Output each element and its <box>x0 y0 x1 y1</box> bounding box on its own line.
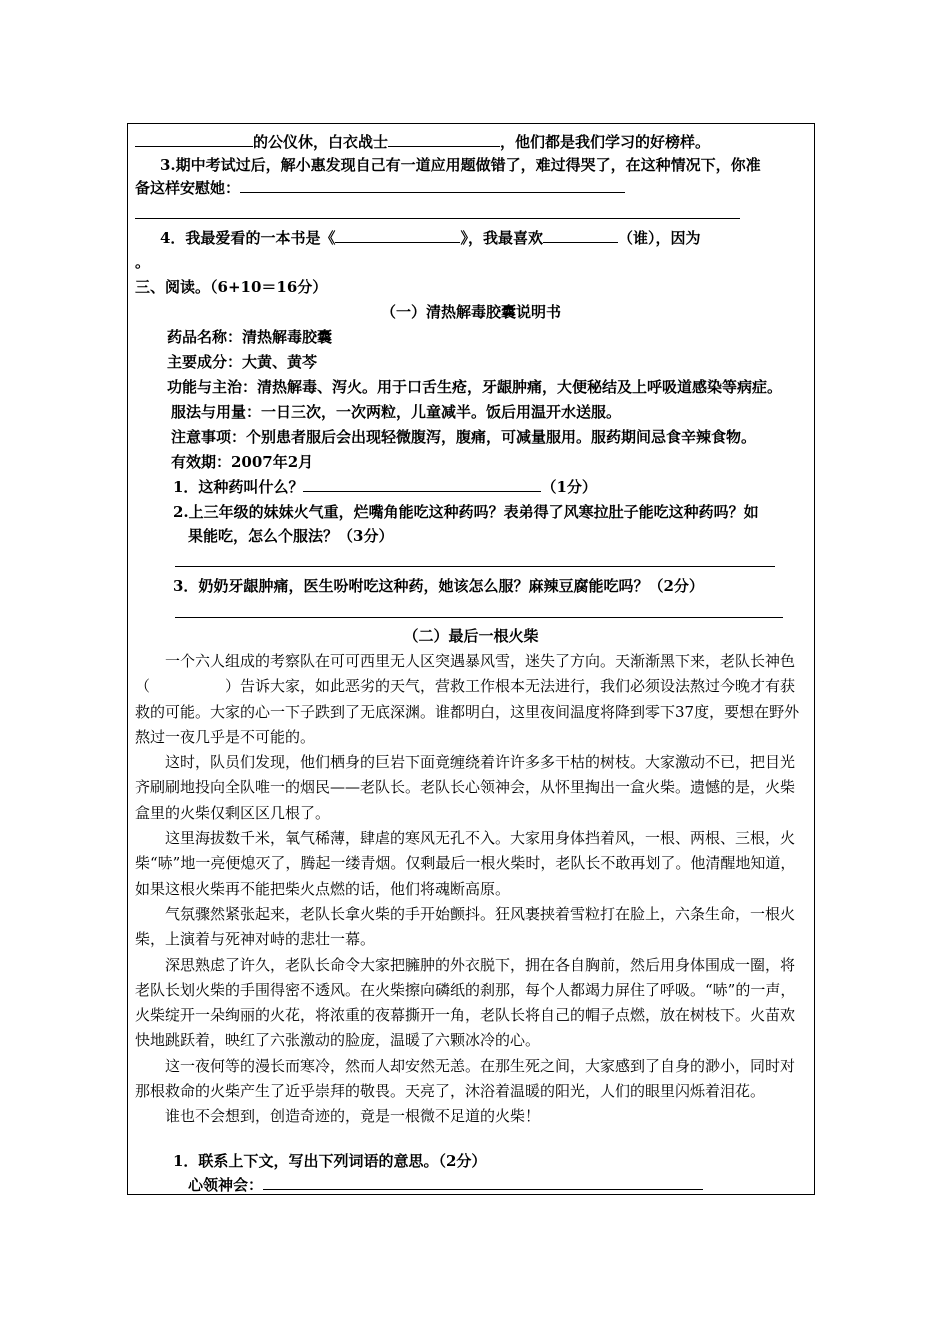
paragraph: 这里海拔数千米，氧气稀薄，肆虐的寒风无孔不入。大家用身体挡着风，一根、两根、三根，火柴“哧”地一亮便熄灭了，腾起一缕青烟。仅剩最后一根火柴时，老队长不敢再划了。他清醒地知道，如果这根火柴再不能把柴火点燃的话，他们将魂断高原。 <box>135 829 796 898</box>
passage2-body <box>135 649 809 1130</box>
paragraph: 谁也不会想到，创造奇迹的，竟是一根微不足道的火柴！ <box>165 1107 541 1126</box>
paragraph: 一个六人组成的考察队在可可西里无人区突遇暴风雪，迷失了方向。天渐渐黑下来，老队长神色（ ）告诉大家，如此恶劣的天气，营救工作根本无法进行，我们必须设法熬过今晚才有获救的可能。大家的心一下子跌到了无底深渊。谁都明白，这里夜间温度将降到零下37度，要想在野外熬过一夜几乎是不可能的。 <box>135 652 800 746</box>
q2-line: 的公仪休，白衣战士 ，他们都是我们学习的好榜样。 <box>135 132 710 152</box>
q4-end: 。 <box>135 253 151 271</box>
answer-blank[interactable] <box>240 178 625 193</box>
indications: 功能与主治：清热解毒、泻火。用于口舌生疮，牙龈肿痛，大便秘结及上呼吸道感染等病症。 <box>167 378 783 396</box>
precautions: 注意事项：个别患者服后会出现轻微腹泻，腹痛，可减量服用。服药期间忌食辛辣食物。 <box>171 428 757 446</box>
p1-q3: 3．奶奶牙龈肿痛，医生吩咐吃这种药，她该怎么服？麻辣豆腐能吃吗？（2分） <box>173 577 704 595</box>
answer-line[interactable] <box>175 566 775 567</box>
p1-q2-line2: 果能吃，怎么个服法？（3分） <box>188 527 394 545</box>
q3-line1: 3.期中考试过后，解小惠发现自己有一道应用题做错了，难过得哭了，在这种情况下，你准 <box>160 156 761 174</box>
expiry: 有效期：2007年2月 <box>171 453 314 471</box>
q3-line2: 备这样安慰她： <box>135 178 625 198</box>
q4-line: 4．我最爱看的一本书是《 》，我最喜欢 （谁），因为 <box>160 229 701 247</box>
answer-blank[interactable] <box>135 132 253 147</box>
paragraph: 深思熟虑了许久，老队长命令大家把臃肿的外衣脱下，拥在各自胸前，然后用身体围成一圈，将老队长划火柴的手围得密不透风。在火柴擦向磷纸的刹那，每个人都竭力屏住了呼吸。“哧”的一声，火柴绽开一朵绚丽的火花，将浓重的夜幕撕开一角，老队长将自己的帽子点燃，放在树枝下。火苗欢快地跳跃着，映红了六张激动的脸庞，温暖了六颗冰冷的心。 <box>135 955 796 1050</box>
paragraph: 这一夜何等的漫长而寒冷，然而人却安然无恙。在那生死之间，大家感到了自身的渺小，同时对那根救命的火柴产生了近乎崇拜的敬畏。天亮了，沐浴着温暖的阳光，人们的眼里闪烁着泪花。 <box>135 1056 796 1101</box>
section3-heading: 三、阅读。（6+10＝16分） <box>135 278 328 296</box>
answer-line[interactable] <box>135 218 740 219</box>
answer-blank[interactable] <box>543 228 618 243</box>
passage2-title: （二）最后一根火柴 <box>403 627 539 645</box>
paragraph: 这时，队员们发现，他们栖身的巨岩下面竟缠绕着许许多多干枯的树枝。大家激动不已，把目光齐刷刷地投向全队唯一的烟民——老队长。老队长心领神会，从怀里掏出一盒火柴。遗憾的是，火柴盒里的火柴仅剩区区几根了。 <box>135 753 796 822</box>
answer-blank[interactable] <box>388 132 500 147</box>
answer-line[interactable] <box>175 617 783 618</box>
answer-blank[interactable] <box>303 477 541 492</box>
answer-blank[interactable] <box>263 1175 703 1190</box>
p1-q2-line1: 2.上三年级的妹妹火气重，烂嘴角能吃这种药吗？表弟得了风寒拉肚子能吃这种药吗？如 <box>173 503 759 521</box>
p2-q1-item: 心领神会： <box>188 1175 703 1195</box>
p2-q1: 1．联系上下文，写出下列词语的意思。（2分） <box>173 1152 487 1170</box>
passage1-title: （一）清热解毒胶囊说明书 <box>380 303 561 321</box>
p1-q1: 1．这种药叫什么？ （1分） <box>173 478 597 496</box>
dosage: 服法与用量：一日三次，一次两粒，儿童减半。饭后用温开水送服。 <box>171 403 622 421</box>
ingredients: 主要成分：大黄、黄芩 <box>167 353 318 371</box>
paragraph: 气氛骤然紧张起来，老队长拿火柴的手开始颤抖。狂风裹挟着雪粒打在脸上，六条生命，一根火柴，上演着与死神对峙的悲壮一幕。 <box>135 904 796 949</box>
drug-name: 药品名称：清热解毒胶囊 <box>167 328 333 346</box>
answer-blank[interactable] <box>335 228 460 243</box>
